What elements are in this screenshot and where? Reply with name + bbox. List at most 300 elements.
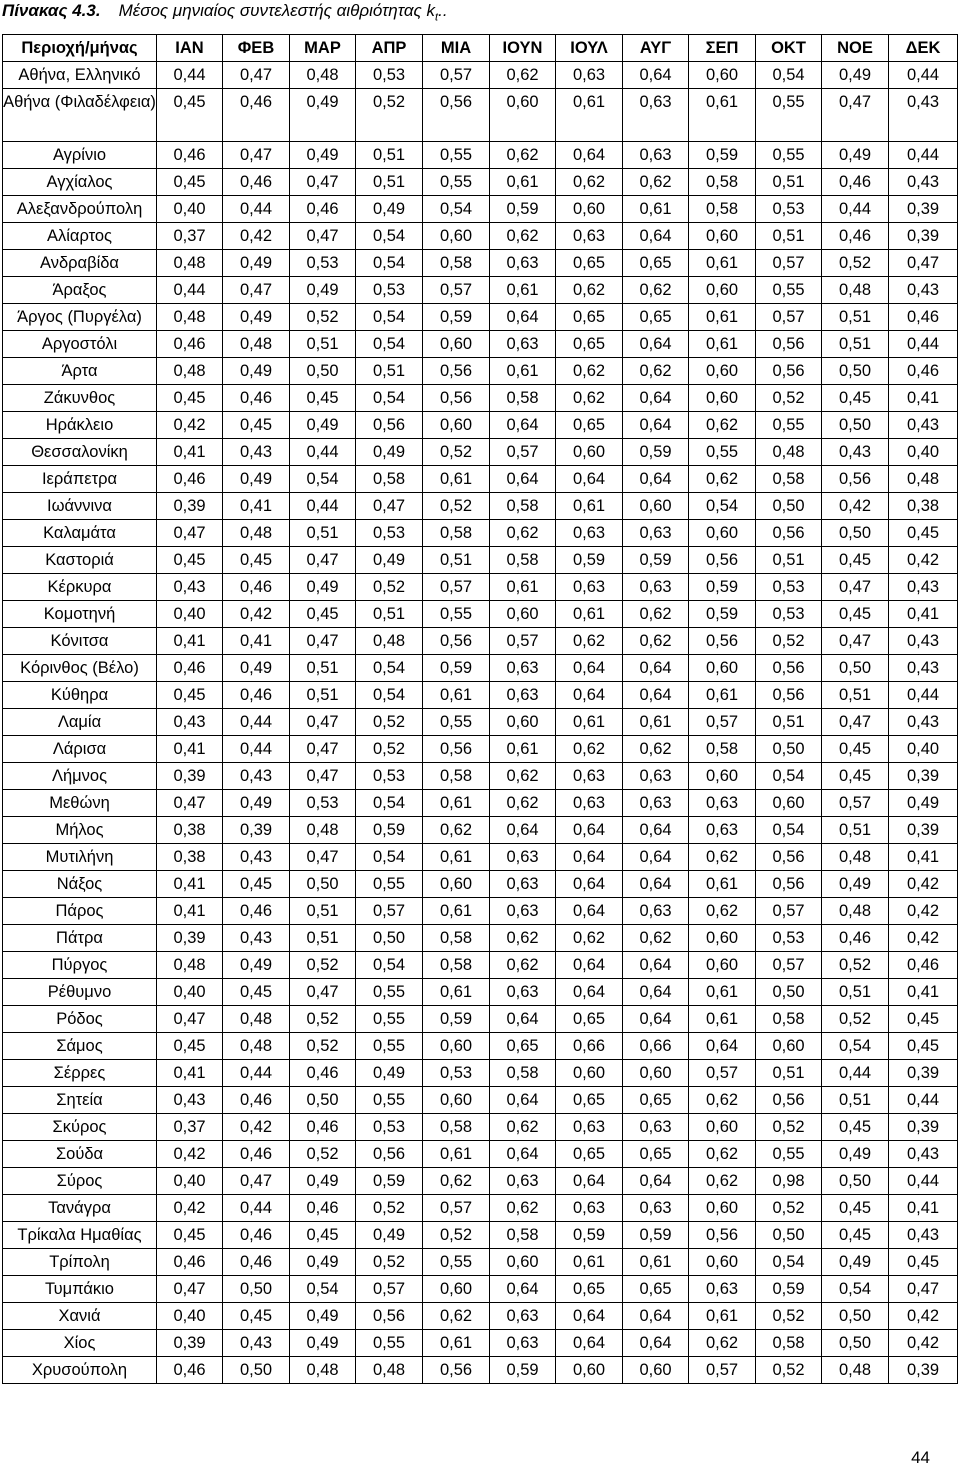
region-name-cell: Σέρρες [3, 1060, 157, 1087]
value-cell: 0,58 [490, 1060, 556, 1087]
value-cell: 0,46 [889, 358, 958, 385]
value-cell: 0,62 [556, 628, 623, 655]
value-cell: 0,63 [556, 1114, 623, 1141]
value-cell: 0,47 [290, 547, 356, 574]
value-cell: 0,50 [356, 925, 423, 952]
table-row [3, 493, 958, 520]
value-cell: 0,65 [556, 1087, 623, 1114]
clearness-index-table [2, 34, 958, 1384]
value-cell: 0,58 [689, 169, 756, 196]
value-cell: 0,51 [356, 601, 423, 628]
value-cell: 0,53 [756, 601, 822, 628]
table-row [3, 439, 958, 466]
value-cell: 0,60 [423, 871, 490, 898]
value-cell: 0,48 [223, 1033, 290, 1060]
value-cell: 0,62 [689, 1087, 756, 1114]
value-cell: 0,63 [490, 898, 556, 925]
table-row [3, 1168, 958, 1195]
column-header-month: ΦΕΒ [223, 35, 290, 62]
value-cell: 0,64 [490, 1006, 556, 1033]
value-cell: 0,44 [223, 1060, 290, 1087]
value-cell: 0,61 [556, 709, 623, 736]
value-cell: 0,60 [689, 520, 756, 547]
value-cell: 0,55 [356, 1087, 423, 1114]
region-name-cell: Χίος [3, 1330, 157, 1357]
value-cell: 0,51 [356, 358, 423, 385]
value-cell: 0,39 [889, 223, 958, 250]
value-cell: 0,47 [223, 142, 290, 169]
value-cell: 0,63 [556, 790, 623, 817]
value-cell: 0,61 [689, 304, 756, 331]
value-cell: 0,47 [290, 709, 356, 736]
value-cell: 0,52 [356, 1249, 423, 1276]
value-cell: 0,62 [556, 925, 623, 952]
value-cell: 0,43 [822, 439, 889, 466]
value-cell: 0,60 [689, 277, 756, 304]
value-cell: 0,45 [822, 763, 889, 790]
value-cell: 0,50 [756, 736, 822, 763]
value-cell: 0,62 [490, 1114, 556, 1141]
value-cell: 0,58 [423, 925, 490, 952]
value-cell: 0,45 [223, 547, 290, 574]
value-cell: 0,49 [889, 790, 958, 817]
value-cell: 0,60 [689, 223, 756, 250]
value-cell: 0,54 [356, 385, 423, 412]
value-cell: 0,48 [822, 844, 889, 871]
value-cell: 0,64 [490, 1087, 556, 1114]
table-row [3, 763, 958, 790]
value-cell: 0,63 [490, 1168, 556, 1195]
value-cell: 0,48 [157, 358, 223, 385]
value-cell: 0,64 [623, 1006, 689, 1033]
value-cell: 0,60 [689, 1114, 756, 1141]
value-cell: 0,45 [290, 385, 356, 412]
value-cell: 0,58 [490, 385, 556, 412]
column-header-month: ΜΙΑ [423, 35, 490, 62]
table-row [3, 142, 958, 169]
value-cell: 0,49 [290, 1168, 356, 1195]
value-cell: 0,44 [889, 62, 958, 89]
value-cell: 0,65 [556, 304, 623, 331]
value-cell: 0,63 [623, 763, 689, 790]
value-cell: 0,64 [556, 1168, 623, 1195]
value-cell: 0,62 [689, 1141, 756, 1168]
column-header-region: Περιοχή/μήνας [3, 35, 157, 62]
value-cell: 0,61 [490, 169, 556, 196]
column-header-month: ΟΚΤ [756, 35, 822, 62]
value-cell: 0,45 [223, 871, 290, 898]
value-cell: 0,41 [889, 844, 958, 871]
value-cell: 0,61 [689, 1303, 756, 1330]
value-cell: 0,60 [756, 1033, 822, 1060]
value-cell: 0,61 [556, 601, 623, 628]
table-row [3, 736, 958, 763]
value-cell: 0,50 [822, 655, 889, 682]
value-cell: 0,47 [157, 790, 223, 817]
value-cell: 0,54 [756, 62, 822, 89]
value-cell: 0,38 [889, 493, 958, 520]
value-cell: 0,60 [556, 196, 623, 223]
value-cell: 0,44 [889, 682, 958, 709]
value-cell: 0,47 [223, 62, 290, 89]
value-cell: 0,42 [223, 223, 290, 250]
value-cell: 0,43 [157, 574, 223, 601]
value-cell: 0,44 [157, 62, 223, 89]
value-cell: 0,60 [423, 1033, 490, 1060]
value-cell: 0,56 [756, 844, 822, 871]
value-cell: 0,64 [556, 1303, 623, 1330]
table-row [3, 385, 958, 412]
value-cell: 0,42 [223, 601, 290, 628]
value-cell: 0,64 [623, 62, 689, 89]
value-cell: 0,46 [223, 574, 290, 601]
value-cell: 0,62 [689, 898, 756, 925]
table-row [3, 277, 958, 304]
value-cell: 0,46 [157, 466, 223, 493]
value-cell: 0,62 [556, 277, 623, 304]
value-cell: 0,39 [889, 1114, 958, 1141]
value-cell: 0,60 [423, 223, 490, 250]
value-cell: 0,59 [689, 601, 756, 628]
value-cell: 0,62 [423, 1303, 490, 1330]
value-cell: 0,46 [223, 385, 290, 412]
value-cell: 0,47 [822, 89, 889, 142]
value-cell: 0,60 [556, 1060, 623, 1087]
value-cell: 0,61 [689, 250, 756, 277]
value-cell: 0,62 [623, 925, 689, 952]
value-cell: 0,50 [822, 1168, 889, 1195]
value-cell: 0,50 [822, 358, 889, 385]
value-cell: 0,45 [157, 385, 223, 412]
value-cell: 0,55 [356, 1006, 423, 1033]
value-cell: 0,43 [157, 1087, 223, 1114]
value-cell: 0,65 [623, 1141, 689, 1168]
value-cell: 0,63 [490, 871, 556, 898]
table-caption [2, 0, 448, 22]
value-cell: 0,63 [689, 817, 756, 844]
value-cell: 0,58 [756, 1330, 822, 1357]
value-cell: 0,45 [889, 1006, 958, 1033]
table-row [3, 1195, 958, 1222]
value-cell: 0,60 [756, 790, 822, 817]
value-cell: 0,51 [290, 898, 356, 925]
value-cell: 0,59 [423, 1006, 490, 1033]
value-cell: 0,63 [490, 979, 556, 1006]
region-name-cell: Λήμνος [3, 763, 157, 790]
value-cell: 0,43 [889, 1141, 958, 1168]
value-cell: 0,47 [157, 1006, 223, 1033]
value-cell: 0,60 [689, 1249, 756, 1276]
value-cell: 0,55 [356, 1033, 423, 1060]
value-cell: 0,59 [623, 1222, 689, 1249]
value-cell: 0,46 [157, 1249, 223, 1276]
value-cell: 0,58 [490, 547, 556, 574]
value-cell: 0,51 [290, 925, 356, 952]
region-name-cell: Σάμος [3, 1033, 157, 1060]
value-cell: 0,47 [822, 709, 889, 736]
value-cell: 0,46 [889, 952, 958, 979]
value-cell: 0,52 [756, 1195, 822, 1222]
value-cell: 0,60 [623, 1357, 689, 1384]
value-cell: 0,49 [290, 142, 356, 169]
value-cell: 0,57 [756, 304, 822, 331]
column-header-month: ΙΟΥΛ [556, 35, 623, 62]
value-cell: 0,62 [623, 169, 689, 196]
value-cell: 0,61 [689, 1006, 756, 1033]
value-cell: 0,59 [689, 142, 756, 169]
value-cell: 0,48 [157, 304, 223, 331]
value-cell: 0,46 [290, 196, 356, 223]
value-cell: 0,40 [157, 1303, 223, 1330]
table-row [3, 1033, 958, 1060]
value-cell: 0,64 [556, 142, 623, 169]
value-cell: 0,44 [889, 331, 958, 358]
value-cell: 0,53 [756, 574, 822, 601]
value-cell: 0,51 [756, 547, 822, 574]
region-name-cell: Καστοριά [3, 547, 157, 574]
table-row [3, 547, 958, 574]
value-cell: 0,48 [822, 277, 889, 304]
column-header-month: ΣΕΠ [689, 35, 756, 62]
value-cell: 0,43 [223, 925, 290, 952]
value-cell: 0,58 [423, 520, 490, 547]
value-cell: 0,47 [157, 1276, 223, 1303]
value-cell: 0,52 [423, 493, 490, 520]
value-cell: 0,46 [290, 1114, 356, 1141]
value-cell: 0,40 [157, 601, 223, 628]
value-cell: 0,61 [689, 89, 756, 142]
value-cell: 0,53 [356, 277, 423, 304]
value-cell: 0,59 [689, 574, 756, 601]
value-cell: 0,65 [623, 1087, 689, 1114]
value-cell: 0,62 [623, 601, 689, 628]
value-cell: 0,62 [490, 223, 556, 250]
value-cell: 0,63 [490, 1303, 556, 1330]
value-cell: 0,54 [356, 223, 423, 250]
value-cell: 0,45 [822, 1222, 889, 1249]
region-name-cell: Κομοτηνή [3, 601, 157, 628]
value-cell: 0,50 [822, 1303, 889, 1330]
value-cell: 0,60 [689, 925, 756, 952]
value-cell: 0,50 [822, 412, 889, 439]
value-cell: 0,47 [822, 574, 889, 601]
table-row [3, 898, 958, 925]
region-name-cell: Σύρος [3, 1168, 157, 1195]
region-name-cell: Αγρίνιο [3, 142, 157, 169]
value-cell: 0,45 [157, 1033, 223, 1060]
value-cell: 0,45 [889, 1249, 958, 1276]
value-cell: 0,63 [689, 790, 756, 817]
value-cell: 0,56 [356, 1141, 423, 1168]
value-cell: 0,54 [356, 844, 423, 871]
value-cell: 0,43 [889, 628, 958, 655]
value-cell: 0,55 [423, 142, 490, 169]
value-cell: 0,48 [756, 439, 822, 466]
value-cell: 0,52 [822, 1006, 889, 1033]
value-cell: 0,58 [423, 952, 490, 979]
region-name-cell: Αλίαρτος [3, 223, 157, 250]
value-cell: 0,41 [223, 628, 290, 655]
value-cell: 0,54 [356, 304, 423, 331]
value-cell: 0,53 [290, 250, 356, 277]
table-row [3, 574, 958, 601]
value-cell: 0,55 [423, 169, 490, 196]
value-cell: 0,41 [889, 601, 958, 628]
value-cell: 0,49 [290, 574, 356, 601]
value-cell: 0,57 [689, 1060, 756, 1087]
value-cell: 0,59 [423, 655, 490, 682]
value-cell: 0,65 [556, 331, 623, 358]
value-cell: 0,56 [756, 682, 822, 709]
value-cell: 0,63 [490, 331, 556, 358]
value-cell: 0,59 [556, 1222, 623, 1249]
value-cell: 0,52 [290, 952, 356, 979]
value-cell: 0,45 [822, 601, 889, 628]
value-cell: 0,54 [822, 1033, 889, 1060]
value-cell: 0,47 [889, 1276, 958, 1303]
value-cell: 0,43 [223, 1330, 290, 1357]
value-cell: 0,52 [356, 574, 423, 601]
value-cell: 0,38 [157, 817, 223, 844]
value-cell: 0,63 [689, 1276, 756, 1303]
value-cell: 0,43 [157, 709, 223, 736]
value-cell: 0,48 [822, 1357, 889, 1384]
value-cell: 0,44 [822, 1060, 889, 1087]
value-cell: 0,64 [623, 871, 689, 898]
value-cell: 0,58 [689, 196, 756, 223]
value-cell: 0,64 [556, 979, 623, 1006]
table-row [3, 1276, 958, 1303]
value-cell: 0,64 [556, 898, 623, 925]
value-cell: 0,40 [157, 196, 223, 223]
value-cell: 0,53 [756, 196, 822, 223]
value-cell: 0,49 [822, 1249, 889, 1276]
value-cell: 0,49 [356, 1222, 423, 1249]
value-cell: 0,45 [889, 520, 958, 547]
region-name-cell: Ιεράπετρα [3, 466, 157, 493]
value-cell: 0,49 [223, 304, 290, 331]
value-cell: 0,62 [490, 790, 556, 817]
value-cell: 0,54 [356, 682, 423, 709]
value-cell: 0,53 [423, 1060, 490, 1087]
value-cell: 0,64 [490, 817, 556, 844]
value-cell: 0,60 [556, 439, 623, 466]
region-name-cell: Τρίπολη [3, 1249, 157, 1276]
value-cell: 0,44 [889, 142, 958, 169]
region-name-cell: Πάρος [3, 898, 157, 925]
region-name-cell: Κέρκυρα [3, 574, 157, 601]
value-cell: 0,48 [290, 1357, 356, 1384]
value-cell: 0,52 [290, 1033, 356, 1060]
value-cell: 0,61 [689, 871, 756, 898]
value-cell: 0,46 [889, 304, 958, 331]
value-cell: 0,61 [556, 1249, 623, 1276]
value-cell: 0,56 [689, 1222, 756, 1249]
value-cell: 0,52 [756, 385, 822, 412]
value-cell: 0,53 [290, 790, 356, 817]
value-cell: 0,62 [623, 358, 689, 385]
region-name-cell: Τυμπάκιο [3, 1276, 157, 1303]
table-row [3, 844, 958, 871]
value-cell: 0,46 [290, 1060, 356, 1087]
table-row [3, 925, 958, 952]
value-cell: 0,47 [356, 493, 423, 520]
value-cell: 0,39 [157, 925, 223, 952]
value-cell: 0,58 [423, 250, 490, 277]
value-cell: 0,59 [756, 1276, 822, 1303]
value-cell: 0,55 [356, 1330, 423, 1357]
value-cell: 0,64 [556, 817, 623, 844]
value-cell: 0,61 [556, 493, 623, 520]
value-cell: 0,45 [223, 979, 290, 1006]
value-cell: 0,55 [423, 1249, 490, 1276]
value-cell: 0,43 [889, 89, 958, 142]
value-cell: 0,56 [423, 628, 490, 655]
value-cell: 0,64 [623, 1168, 689, 1195]
value-cell: 0,61 [423, 790, 490, 817]
value-cell: 0,46 [822, 925, 889, 952]
region-name-cell: Άραξος [3, 277, 157, 304]
value-cell: 0,42 [822, 493, 889, 520]
value-cell: 0,63 [556, 520, 623, 547]
value-cell: 0,47 [290, 169, 356, 196]
value-cell: 0,43 [223, 763, 290, 790]
value-cell: 0,64 [689, 1033, 756, 1060]
value-cell: 0,44 [223, 709, 290, 736]
value-cell: 0,61 [556, 89, 623, 142]
value-cell: 0,61 [689, 979, 756, 1006]
value-cell: 0,51 [822, 817, 889, 844]
value-cell: 0,39 [157, 1330, 223, 1357]
value-cell: 0,63 [623, 1195, 689, 1222]
value-cell: 0,58 [689, 736, 756, 763]
value-cell: 0,52 [423, 1222, 490, 1249]
value-cell: 0,52 [356, 709, 423, 736]
value-cell: 0,46 [223, 1222, 290, 1249]
value-cell: 0,61 [423, 1330, 490, 1357]
value-cell: 0,64 [490, 1276, 556, 1303]
region-name-cell: Ηράκλειο [3, 412, 157, 439]
value-cell: 0,49 [356, 547, 423, 574]
value-cell: 0,62 [490, 952, 556, 979]
value-cell: 0,59 [556, 547, 623, 574]
value-cell: 0,43 [889, 412, 958, 439]
value-cell: 0,45 [822, 1114, 889, 1141]
value-cell: 0,59 [623, 439, 689, 466]
table-row [3, 1006, 958, 1033]
region-name-cell: Σκύρος [3, 1114, 157, 1141]
value-cell: 0,64 [623, 979, 689, 1006]
value-cell: 0,62 [689, 1168, 756, 1195]
value-cell: 0,63 [623, 574, 689, 601]
value-cell: 0,39 [157, 493, 223, 520]
value-cell: 0,43 [889, 655, 958, 682]
value-cell: 0,60 [490, 89, 556, 142]
page-number: 44 [911, 1448, 930, 1467]
value-cell: 0,55 [756, 142, 822, 169]
value-cell: 0,49 [290, 1330, 356, 1357]
table-row [3, 952, 958, 979]
value-cell: 0,62 [623, 628, 689, 655]
value-cell: 0,43 [223, 439, 290, 466]
value-cell: 0,54 [756, 1249, 822, 1276]
caption-title: Μέσος μηνιαίος συντελεστής αιθριότητας k [118, 1, 436, 20]
region-name-cell: Αθήνα (Φιλαδέλφεια) [3, 89, 157, 142]
value-cell: 0,63 [490, 844, 556, 871]
value-cell: 0,39 [157, 763, 223, 790]
value-cell: 0,46 [157, 655, 223, 682]
table-row [3, 62, 958, 89]
